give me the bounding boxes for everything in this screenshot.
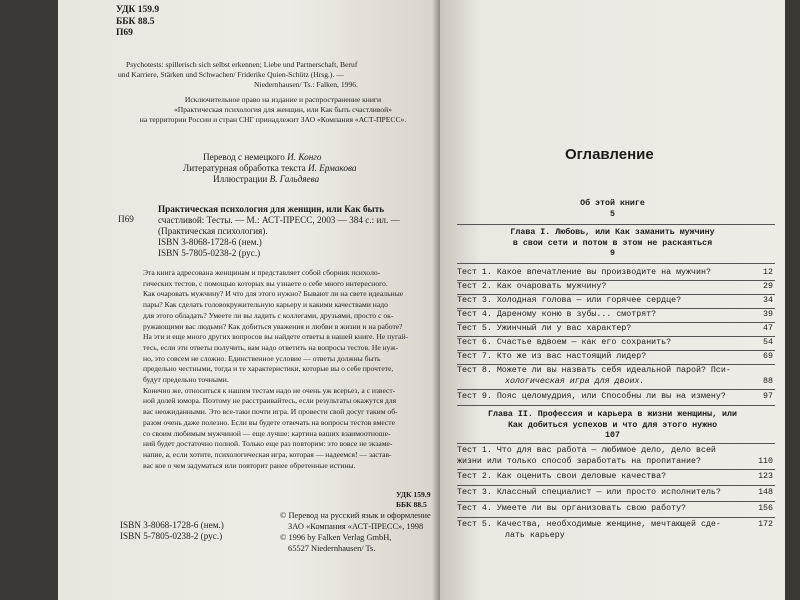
divider bbox=[457, 263, 775, 264]
biblio-line: (Практическая психология). bbox=[158, 226, 268, 236]
abstract-line: предельно честными, тогда и те характеристики, которые вы о себе прочтете, bbox=[143, 364, 394, 374]
toc-entry[interactable] bbox=[457, 392, 773, 403]
entry-title-cont: жизни или только способ заработать на пропитание? bbox=[457, 456, 701, 466]
bottom-udk: УДК 159.9 bbox=[396, 490, 431, 499]
toc-entry[interactable] bbox=[457, 472, 773, 483]
divider bbox=[457, 389, 775, 390]
right-page bbox=[440, 0, 785, 600]
divider bbox=[457, 322, 775, 323]
abstract-line: ной долей юмора. Поэтому не расстраивайтесь, если результаты окажутся для bbox=[143, 396, 397, 406]
chapter-line: Глава I. Любовь, или Как заманить мужчину bbox=[510, 228, 715, 237]
credit-name: И. Ермакова bbox=[307, 163, 357, 173]
toc-entry[interactable] bbox=[457, 282, 773, 293]
entry-page: 69 bbox=[763, 352, 773, 361]
entry-title: Тест 9. Пояс целомудрия, или Способны ли вы на измену? bbox=[457, 392, 726, 401]
bbk-code: ББК 88.5 bbox=[116, 16, 155, 27]
credit-label: Перевод с немецкого bbox=[203, 152, 285, 162]
biblio-code: П69 bbox=[118, 214, 134, 224]
entry-page: 54 bbox=[763, 338, 773, 347]
divider bbox=[457, 308, 775, 309]
toc-entry[interactable] bbox=[457, 310, 773, 321]
abstract-line: Конечно же, относиться к нашим тестам надо не очень уж всерьез, а с извест- bbox=[143, 385, 396, 395]
entry-page: 88 bbox=[763, 376, 773, 386]
author-code: П69 bbox=[116, 28, 133, 38]
credit-illustrations bbox=[213, 174, 356, 185]
credit-translation bbox=[203, 152, 356, 163]
udk-block bbox=[116, 5, 159, 40]
divider bbox=[457, 405, 775, 406]
credit-label: Литературная обработка текста bbox=[183, 163, 306, 173]
divider bbox=[457, 364, 775, 365]
entry-title: Тест 5. Качества, необходимые женщине, мечтающей сде- bbox=[457, 520, 721, 529]
toc-title: Оглавление bbox=[565, 146, 654, 163]
abstract-line: ружающими вас людьми? Как добиться уважения и любви в жизни и на работе? bbox=[143, 321, 403, 331]
entry-title: Тест 4. Умеете ли вы организовать свою работу? bbox=[457, 504, 687, 513]
divider bbox=[457, 485, 775, 486]
abstract-line: вас кое о чем задуматься или повторит ранее обретенные истины. bbox=[143, 460, 356, 470]
rights-line: на территории России и стран СНГ принадлежит ЗАО «Компания «АСТ-ПРЕСС». bbox=[139, 114, 407, 124]
abstract-line: Эта книга адресована женщинам и представляет собой сборник психоло- bbox=[143, 268, 381, 277]
toc-entry[interactable] bbox=[457, 504, 773, 515]
original-line: und Karriere, Stärken und Schwachen/ Friderike Quien-Schütz (Hrsg.). — bbox=[118, 69, 344, 79]
entry-page: 172 bbox=[758, 520, 773, 529]
biblio-line: счастливой: Тесты. — М.: АСТ-ПРЕСС, 2003 — 384 с.: ил. — bbox=[158, 215, 400, 225]
credits bbox=[183, 152, 357, 185]
entry-title: Тест 1. Какое впечатление вы производите на мужчин? bbox=[457, 268, 711, 277]
toc-entry[interactable] bbox=[457, 520, 773, 541]
rights-notice bbox=[139, 95, 413, 124]
divider bbox=[457, 336, 775, 337]
toc-entry[interactable] bbox=[457, 338, 773, 349]
entry-page: 39 bbox=[763, 310, 773, 319]
credit-label: Иллюстрации bbox=[213, 174, 268, 184]
abstract-line: напие, а, если хотите, психологическая игра, которая — надеемся! — застав- bbox=[143, 449, 392, 459]
abstract-line: Как очаровать мужчину? И что для этого нужно? Бывают ли на свете идеальные bbox=[143, 289, 404, 299]
toc-entry[interactable] bbox=[457, 268, 773, 279]
about-title: Об этой книге bbox=[580, 199, 645, 208]
divider bbox=[457, 443, 775, 444]
chapter-2-heading bbox=[450, 410, 775, 442]
original-line: Psychotests: spillerisch sich selbst erkennen; Liebe und Partnerschaft, Beruf bbox=[126, 60, 358, 69]
chapter-page: 9 bbox=[610, 249, 615, 258]
udk-code: УДК 159.9 bbox=[116, 5, 160, 15]
abstract-line: разом очень даже полезно. Если вы будете отвечать на вопросы тестов вместе bbox=[143, 417, 395, 427]
entry-page: 123 bbox=[758, 472, 773, 481]
book-abstract bbox=[143, 268, 408, 471]
toc-entry[interactable] bbox=[457, 296, 773, 307]
abstract-line: будут предельно точными. bbox=[143, 375, 229, 385]
bottom-isbn bbox=[120, 520, 224, 542]
entry-title: Тест 6. Счастье вдвоем — как его сохранить? bbox=[457, 338, 672, 347]
divider bbox=[457, 294, 775, 295]
entry-page: 156 bbox=[758, 504, 773, 513]
credit-editing bbox=[183, 163, 356, 174]
bottom-bbk: ББК 88.5 bbox=[396, 499, 427, 509]
entry-page: 110 bbox=[758, 456, 773, 466]
entry-title: Тест 3. Холодная голова — или горячее сердце? bbox=[457, 296, 682, 305]
isbn-line: ISBN 5-7805-0238-2 (рус.) bbox=[120, 531, 223, 541]
chapter-1-heading bbox=[450, 228, 775, 260]
chapter-line: в свои сети и потом в этом не раскаяться bbox=[512, 238, 713, 248]
entry-title: Тест 3. Классный специалист — или просто исполнитель? bbox=[457, 488, 721, 497]
entry-page: 12 bbox=[763, 268, 773, 277]
about-book-heading bbox=[450, 199, 775, 220]
abstract-line: тесь, если эти ответы получить, вам надо ответить на вопросы тестов. Не нуж- bbox=[143, 342, 399, 352]
about-page: 5 bbox=[610, 209, 615, 219]
divider bbox=[457, 517, 775, 518]
copyright-line: © Перевод на русский язык и оформление bbox=[280, 511, 431, 520]
entry-title: Тест 5. Ужинчный ли у вас характер? bbox=[457, 324, 632, 333]
left-page bbox=[58, 0, 440, 600]
toc-entry[interactable] bbox=[457, 352, 773, 363]
abstract-line: гических тестов, с помощью которых вы узнаете о себе много интересного. bbox=[143, 278, 388, 288]
copyright-block bbox=[280, 510, 431, 554]
entry-page: 148 bbox=[758, 488, 773, 497]
abstract-line: На эти и еще много других вопросов вы найдете ответы в нашей книге. Не пугай- bbox=[143, 332, 409, 342]
entry-title-cont: лать карьеру bbox=[505, 530, 565, 540]
abstract-line: для этого обладать? Умеете ли вы ладить с коллегами, друзьями, просто с ок- bbox=[143, 310, 394, 320]
abstract-line: пары? Как сделать головокружительную карьеру и какими качествами надо bbox=[143, 300, 388, 310]
bibliographic-record bbox=[158, 204, 400, 259]
copyright-line: © 1996 by Falken Verlag GmbH, bbox=[280, 533, 392, 542]
toc-entry[interactable] bbox=[457, 366, 773, 387]
copyright-line: ЗАО «Компания «АСТ-ПРЕСС», 1998 bbox=[288, 522, 424, 531]
chapter-page: 107 bbox=[605, 431, 620, 440]
biblio-line: Практическая психология для женщин, или Как быть bbox=[158, 204, 385, 214]
bottom-classification bbox=[396, 490, 431, 510]
entry-title: Тест 4. Дареному коню в зубы... смотрят? bbox=[457, 310, 657, 319]
entry-title: Тест 2. Как оценить свои деловые качества? bbox=[457, 472, 667, 481]
credit-name: В. Гальдяева bbox=[269, 174, 320, 184]
original-line: Niedernhausen/ Ts.: Falken, 1996. bbox=[254, 79, 358, 89]
copyright-line: 65527 Niedernhausen/ Ts. bbox=[288, 544, 376, 553]
chapter-line: Глава II. Профессия и карьера в жизни женщины, или bbox=[488, 410, 737, 419]
abstract-line: но, это совсем не сложно. Единственное условие — ответы должны быть bbox=[143, 353, 381, 363]
rights-line: «Практическая психология для женщин, или Как быть счастливой» bbox=[173, 104, 393, 114]
divider bbox=[457, 469, 775, 470]
isbn-line: ISBN 5-7805-0238-2 (рус.) bbox=[158, 248, 261, 258]
isbn-line: ISBN 3-8068-1728-6 (нем.) bbox=[120, 520, 224, 530]
divider bbox=[457, 224, 775, 225]
abstract-line: вас неожиданными. Это все-таки почти игра. И провести свой досуг таким об- bbox=[143, 407, 398, 417]
entry-page: 29 bbox=[763, 282, 773, 291]
divider bbox=[457, 501, 775, 502]
entry-page: 34 bbox=[763, 296, 773, 305]
rights-line: Исключительное право на издание и распространение книги bbox=[184, 95, 382, 104]
toc-entry[interactable] bbox=[457, 488, 773, 499]
divider bbox=[457, 280, 775, 281]
toc-entry[interactable] bbox=[457, 446, 773, 467]
entry-title: Тест 1. Что для вас работа — любимое дело, дело всей bbox=[457, 446, 716, 455]
abstract-line: со своим любимым мужчиной — еще лучше: картина ваших взаимоотноше- bbox=[143, 428, 391, 438]
original-edition bbox=[118, 60, 358, 89]
credit-name: И. Конго bbox=[287, 152, 322, 162]
isbn-line: ISBN 3-8068-1728-6 (нем.) bbox=[158, 237, 262, 247]
entry-title: Тест 2. Как очаровать мужчину? bbox=[457, 282, 607, 291]
entry-page: 97 bbox=[763, 392, 773, 401]
divider bbox=[457, 350, 775, 351]
entry-title: Тест 7. Кто же из вас настоящий лидер? bbox=[457, 352, 647, 361]
entry-title: Тест 8. Можете ли вы назвать себя идеальной парой? Пси- bbox=[457, 366, 731, 375]
toc-entry[interactable] bbox=[457, 324, 773, 335]
entry-page: 47 bbox=[763, 324, 773, 333]
abstract-line: ний будет достаточно полной. Только еще раз повторим: это вовсе не экзаме- bbox=[143, 439, 393, 449]
entry-title-cont: хологическая игра для двоих. bbox=[505, 376, 645, 386]
chapter-line: Как добиться успехов и что для этого нужно bbox=[507, 420, 718, 430]
